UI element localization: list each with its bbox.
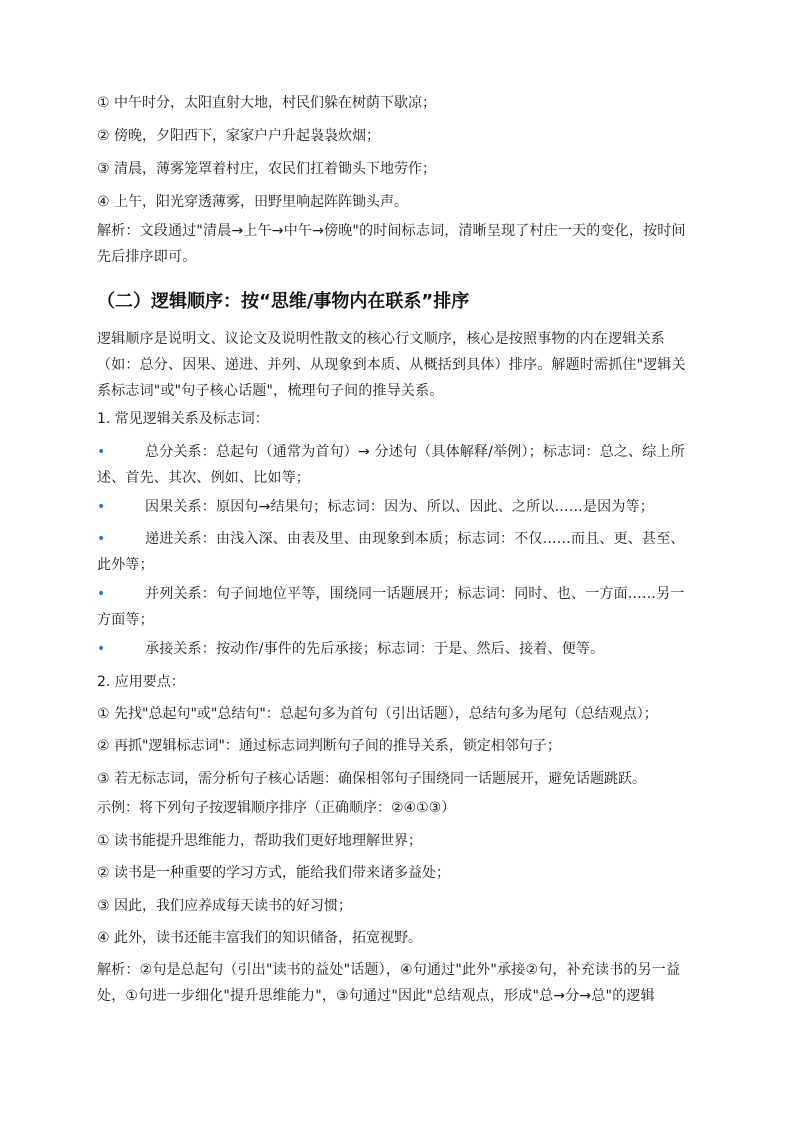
example-line-1: ① 读书能提升思维能力，帮助我们更好地理解世界； — [97, 833, 422, 849]
example-line-3: ③ 因此，我们应养成每天读书的好习惯； — [97, 898, 352, 914]
bullet-icon: • — [97, 444, 106, 460]
list-item-text: 因果关系：原因句→结果句；标志词：因为、所以、因此、之所以……是因为等； — [145, 499, 654, 515]
option-line-2: ② 傍晚，夕阳西下，家家户户升起袅袅炊烟； — [97, 128, 380, 144]
analysis-paragraph-1: 解析：文段通过"清晨→上午→中午→傍晚"的时间标志词，清晰呈现了村庄一天的变化，按时间先后排序即可。 — [97, 223, 686, 265]
point-line-3: ③ 若无标志词，需分析句子核心话题：确保相邻句子围绕同一话题展开，避免话题跳跃。 — [97, 771, 646, 787]
option-line-4: ④ 上午，阳光穿透薄雾，田野里响起阵阵锄头声。 — [97, 194, 408, 210]
example-title: 示例：将下列句子按逻辑顺序排序（正确顺序：②④①③） — [97, 800, 456, 816]
intro-paragraph: 逻辑顺序是说明文、议论文及说明性散文的核心行文顺序，核心是按照事物的内在逻辑关系（如：总分、因果、递进、并列、从现象到本质、从概括到具体）排序。解题时需抓住"逻辑关系标志词"或"句子核心话题"，梳理句子间的推导关系。 — [97, 331, 686, 399]
list-item — [97, 494, 697, 520]
list-item-text: 递进关系：由浅入深、由表及里、由现象到本质；标志词：不仅……而且、更、甚至、此外等； — [97, 531, 685, 573]
example-line-4: ④ 此外，读书还能丰富我们的知识储备，拓宽视野。 — [97, 930, 422, 946]
point-line-1: ① 先找"总起句"或"总结句"：总起句多为首句（引出话题），总结句多为尾句（总结观点）； — [97, 706, 658, 722]
list-item — [97, 439, 697, 491]
point-line-2: ② 再抓"逻辑标志词"：通过标志词判断句子间的推导关系，锁定相邻句子； — [97, 738, 561, 754]
bullet-icon: • — [97, 641, 106, 657]
bullet-icon: • — [97, 499, 106, 515]
list-item-text: 总分关系：总起句（通常为首句）→ 分述句（具体解释/举例）；标志词：总之、综上所述、首先、其次、例如、比如等； — [97, 444, 685, 486]
list-item-text: 承接关系：按动作/事件的先后承接；标志词：于是、然后、接着、便等。 — [145, 641, 605, 657]
section-heading: （二）逻辑顺序：按“思维/事物内在联系”排序 — [97, 291, 470, 312]
list-item — [97, 636, 697, 662]
subsection-title-2: 2. 应用要点： — [97, 674, 185, 690]
bullet-icon: • — [97, 586, 106, 602]
example-line-2: ② 读书是一种重要的学习方式，能给我们带来诸多益处； — [97, 865, 450, 881]
list-item-text: 并列关系：句子间地位平等，围绕同一话题展开；标志词：同时、也、一方面……另一方面等； — [97, 586, 685, 628]
subsection-title-1: 1. 常见逻辑关系及标志词： — [97, 411, 269, 427]
option-line-3: ③ 清晨，薄雾笼罩着村庄，农民们扛着锄头下地劳作； — [97, 161, 436, 177]
list-item — [97, 526, 697, 578]
list-item — [97, 581, 697, 633]
option-line-1: ① 中午时分，太阳直射大地，村民们躲在树荫下歇凉； — [97, 95, 436, 111]
analysis-paragraph-2: 解析：②句是总起句（引出"读书的益处"话题），④句通过"此外"承接②句，补充读书的另一益处，①句进一步细化"提升思维能力"，③句通过"因此"总结观点，形成"总→分→总"的逻辑 — [97, 962, 681, 1004]
bullet-icon: • — [97, 531, 106, 547]
